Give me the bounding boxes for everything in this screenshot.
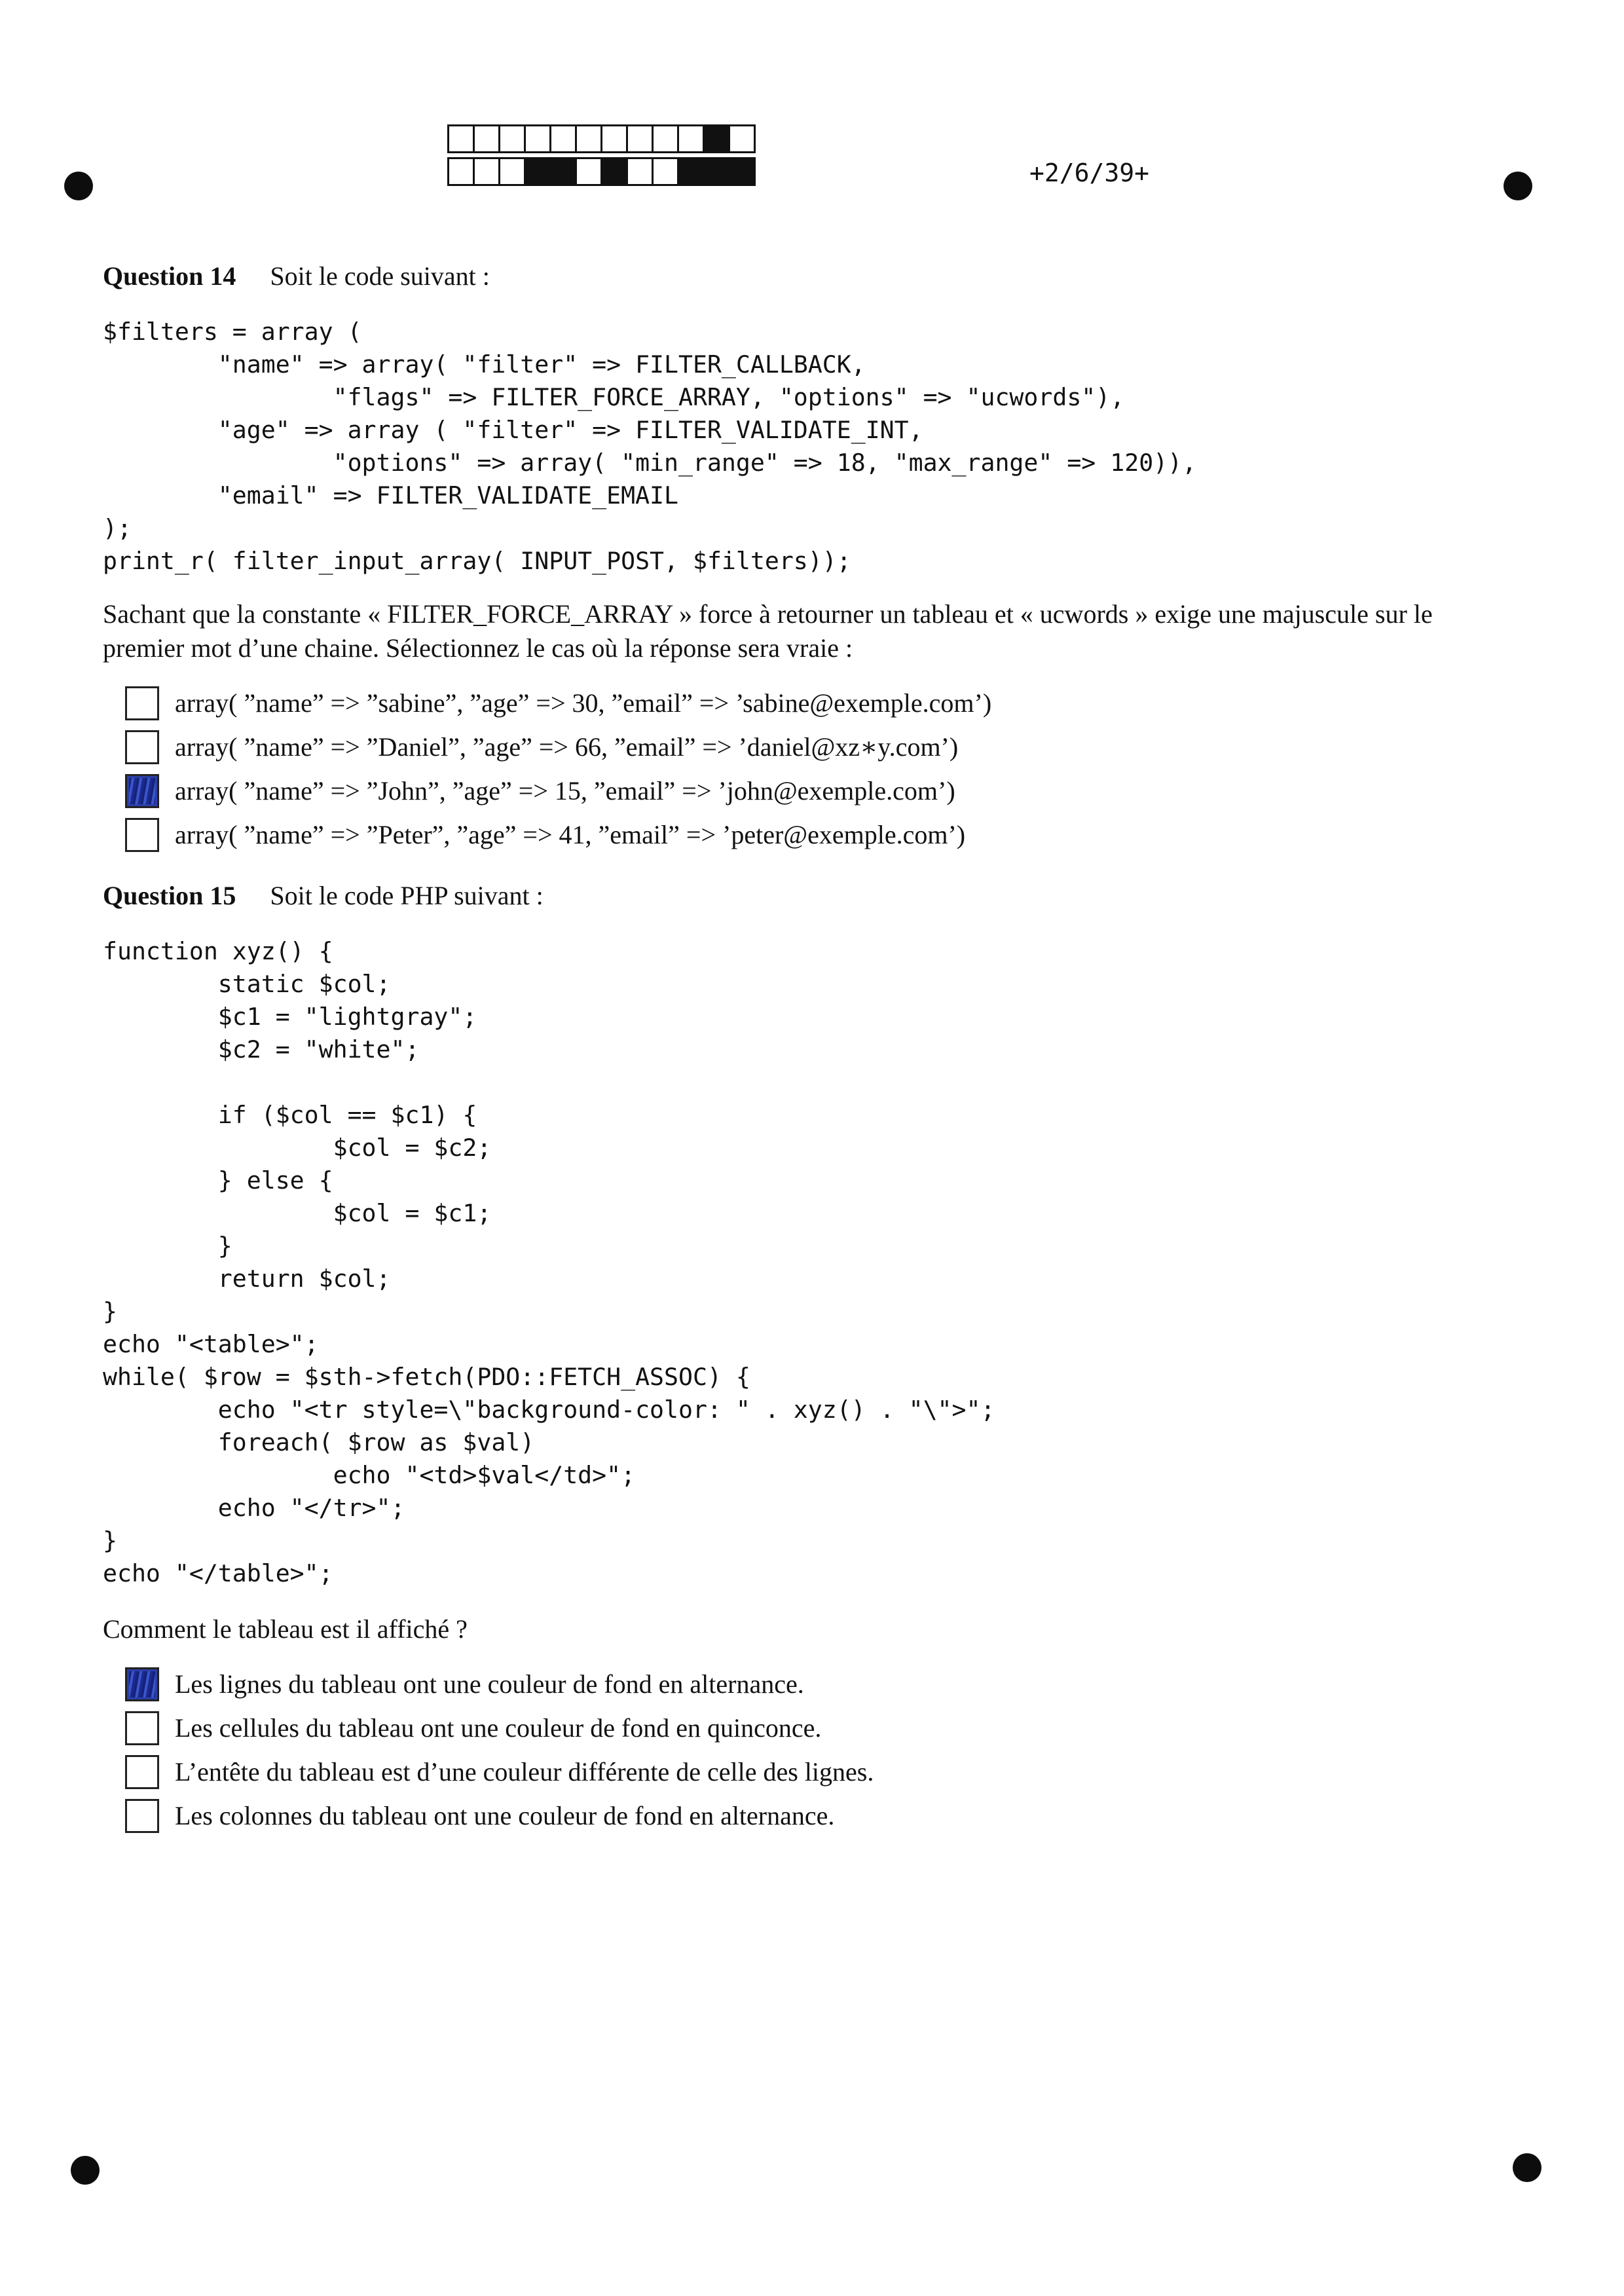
barcode-cell <box>473 124 500 153</box>
question-14-code: $filters = array ( "name" => array( "filter" => FILTER_CALLBACK, "flags" => FILTER_FORCE_ARRAY, "options" => "ucwords"), "age" => array ( "filter" => FILTER_VALIDATE_INT, "options" => array( "min_range" => 18, "max_range" => 120)), "email" => FILTER_VALIDATE_EMAIL ); print_r( filter_input_array( INPUT_POST, $filters)); <box>103 318 1197 575</box>
answer-choice[interactable] <box>125 1706 874 1750</box>
answer-label: array( ”name” => ”John”, ”age” => 15, ”email” => ’john@exemple.com’) <box>175 776 955 805</box>
answer-label: array( ”name” => ”sabine”, ”age” => 30, ”email” => ’sabine@exemple.com’) <box>175 688 992 718</box>
barcode-cell <box>498 124 526 153</box>
barcode-cell <box>728 124 756 153</box>
barcode-cell <box>575 157 602 186</box>
barcode-cell <box>447 124 475 153</box>
barcode-cell <box>549 157 577 186</box>
barcode-cell <box>677 124 705 153</box>
answer-label: Les cellules du tableau ont une couleur de fond en quinconce. <box>175 1713 822 1743</box>
barcode-cell <box>524 124 551 153</box>
registration-mark-bottom-right <box>1513 2153 1541 2182</box>
question-14-choices <box>125 681 991 857</box>
barcode-cell <box>652 157 679 186</box>
question-15-prompt: Comment le tableau est il affiché ? <box>103 1614 468 1644</box>
page-identifier: +2/6/39+ <box>1029 158 1150 187</box>
barcode-row-bottom <box>447 157 754 186</box>
answer-label: array( ”name” => ”Peter”, ”age” => 41, ”email” => ’peter@exemple.com’) <box>175 820 966 849</box>
registration-mark-top-right <box>1504 172 1532 200</box>
answer-checkbox[interactable] <box>125 1799 159 1833</box>
barcode-cell <box>498 157 526 186</box>
registration-mark-top-left <box>64 172 93 200</box>
barcode-cell <box>473 157 500 186</box>
answer-label: Les colonnes du tableau ont une couleur de fond en alternance. <box>175 1801 835 1830</box>
registration-mark-bottom-left <box>71 2156 100 2185</box>
barcode-row-top <box>447 124 754 153</box>
answer-checkbox[interactable] <box>125 730 159 764</box>
barcode-cell <box>652 124 679 153</box>
question-15-heading <box>103 880 544 911</box>
answer-label: array( ”name” => ”Daniel”, ”age” => 66, ”email” => ’daniel@xz∗y.com’) <box>175 732 959 762</box>
answer-choice[interactable] <box>125 1794 874 1838</box>
answer-choice[interactable] <box>125 813 991 857</box>
question-14-statement: Sachant que la constante « FILTER_FORCE_ARRAY » force à retourner un tableau et « ucwords » exige une majuscule sur le premier mot d’une chaine. Sélectionnez le cas où la réponse sera vraie : <box>103 599 1433 663</box>
question-intro: Soit le code suivant : <box>270 261 490 291</box>
answer-label: L’entête du tableau est d’une couleur différente de celle des lignes. <box>175 1757 874 1787</box>
question-number: Question 15 <box>103 881 236 910</box>
answer-choice[interactable] <box>125 1750 874 1794</box>
barcode-cell <box>703 124 730 153</box>
barcode-cell <box>447 157 475 186</box>
barcode-cell <box>549 124 577 153</box>
question-15-choices <box>125 1662 874 1838</box>
answer-checkbox[interactable] <box>125 774 159 808</box>
answer-checkbox[interactable] <box>125 686 159 720</box>
answer-checkbox[interactable] <box>125 1755 159 1789</box>
barcode-cell <box>575 124 602 153</box>
barcode-cell <box>524 157 551 186</box>
answer-checkbox[interactable] <box>125 1667 159 1701</box>
barcode-cell <box>626 157 654 186</box>
answer-choice[interactable] <box>125 725 991 769</box>
answer-choice[interactable] <box>125 769 991 813</box>
answer-checkbox[interactable] <box>125 1711 159 1745</box>
barcode-cell <box>626 124 654 153</box>
answer-choice[interactable] <box>125 1662 874 1706</box>
question-intro: Soit le code PHP suivant : <box>270 881 544 910</box>
question-15-code: function xyz() { static $col; $c1 = "lightgray"; $c2 = "white"; if ($col == $c1) { $col = $c2; } else { $col = $c1; } return $col; } echo "<table>"; while( $row = $sth->fetch(PDO::FETCH_ASSOC) { echo "<tr style=\"background-color: " . xyz() . "\">"; foreach( $row as $val) echo "<td>$val</td>"; echo "</tr>"; } echo "</table>"; <box>103 937 995 1587</box>
barcode-cell <box>600 124 628 153</box>
answer-checkbox[interactable] <box>125 818 159 852</box>
barcode-cell <box>728 157 756 186</box>
barcode-cell <box>703 157 730 186</box>
answer-choice[interactable] <box>125 681 991 725</box>
barcode-cell <box>677 157 705 186</box>
barcode-cell <box>600 157 628 186</box>
question-number: Question 14 <box>103 261 236 291</box>
question-14-heading <box>103 261 490 291</box>
answer-label: Les lignes du tableau ont une couleur de fond en alternance. <box>175 1669 804 1699</box>
